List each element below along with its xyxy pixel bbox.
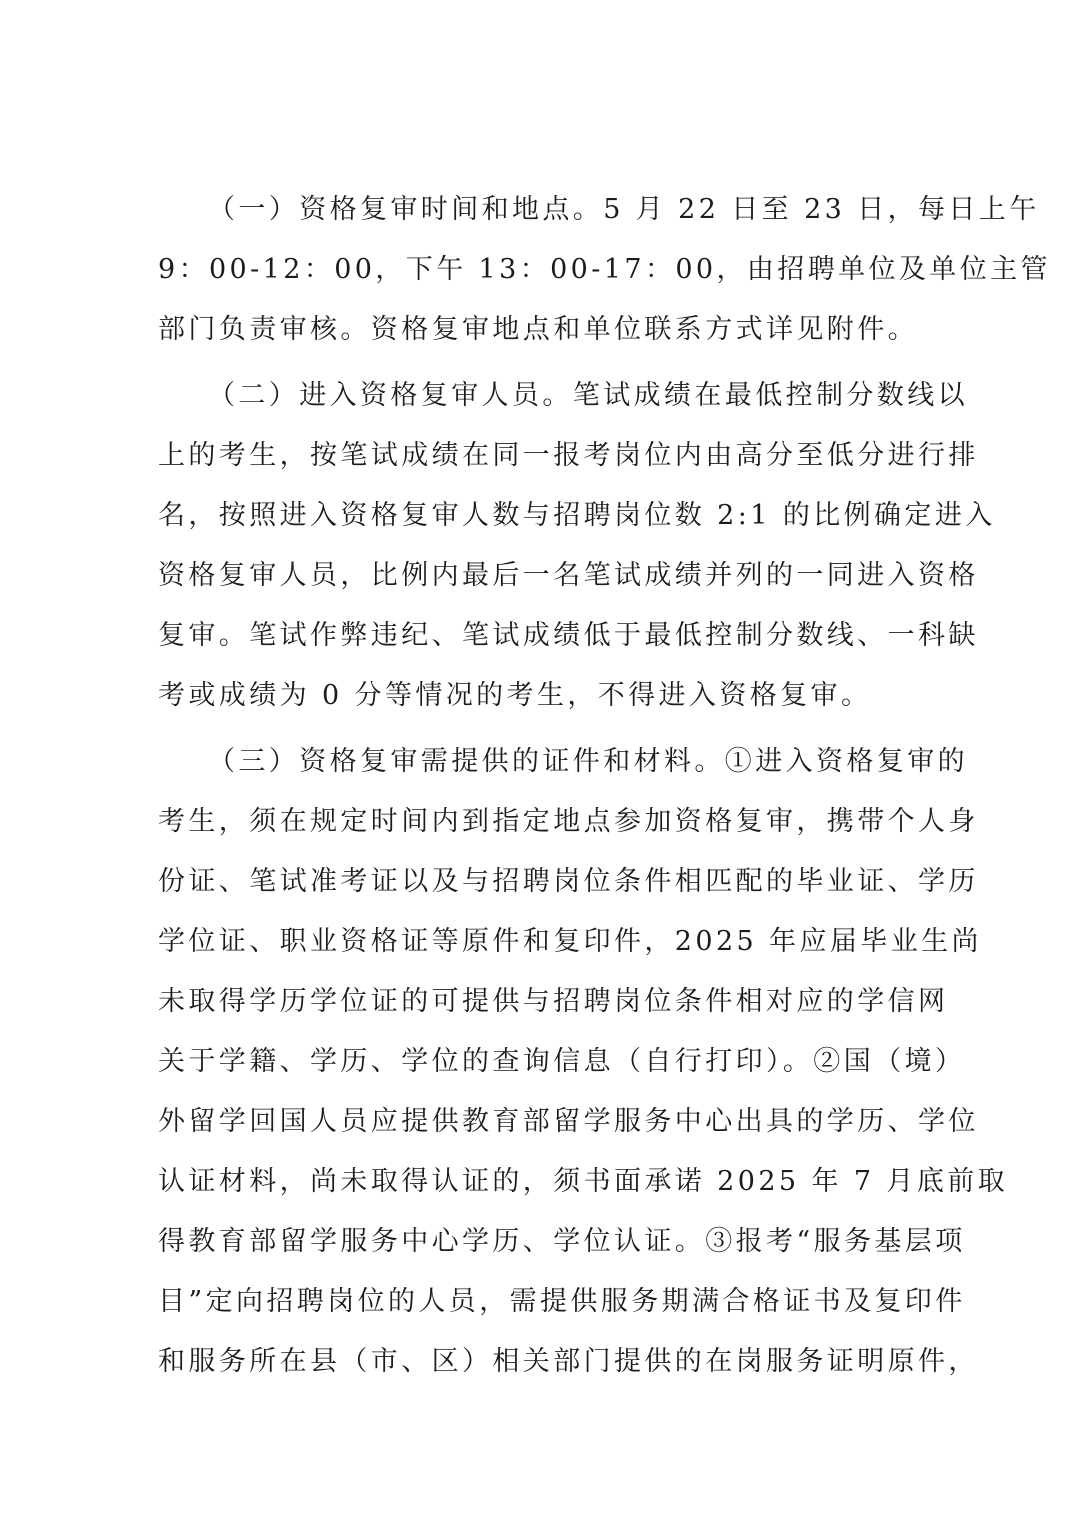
paragraph-line: 考生，须在规定时间内到指定地点参加资格复审，携带个人身 <box>158 806 979 837</box>
paragraph-line: 资格复审人员，比例内最后一名笔试成绩并列的一同进入资格 <box>158 560 979 591</box>
paragraph-line: （一）资格复审时间和地点。5 月 22 日至 23 日，每日上午 <box>208 194 1040 225</box>
paragraph-line: 考或成绩为 0 分等情况的考生，不得进入资格复审。 <box>158 680 872 711</box>
paragraph-required-documents <box>158 732 1009 1392</box>
paragraph-line: 关于学籍、学历、学位的查询信息（自行打印）。②国（境） <box>158 1046 966 1077</box>
paragraph-line: （三）资格复审需提供的证件和材料。①进入资格复审的 <box>208 746 968 777</box>
paragraph-line: 得教育部留学服务中心学历、学位认证。③报考“服务基层项 <box>158 1226 966 1257</box>
paragraph-line: 外留学回国人员应提供教育部留学服务中心出具的学历、学位 <box>158 1106 979 1137</box>
document-body <box>158 180 1051 1398</box>
paragraph-line: 复审。笔试作弊违纪、笔试成绩低于最低控制分数线、一科缺 <box>158 620 979 651</box>
paragraph-line: 部门负责审核。资格复审地点和单位联系方式详见附件。 <box>158 314 918 345</box>
paragraph-review-time-location <box>158 180 1051 360</box>
paragraph-line: 名，按照进入资格复审人数与招聘岗位数 2:1 的比例确定进入 <box>158 500 996 531</box>
paragraph-line: 上的考生，按笔试成绩在同一报考岗位内由高分至低分进行排 <box>158 440 979 471</box>
paragraph-line: 和服务所在县（市、区）相关部门提供的在岗服务证明原件， <box>158 1346 979 1377</box>
paragraph-line: 未取得学历学位证的可提供与招聘岗位条件相对应的学信网 <box>158 986 949 1017</box>
paragraph-line: 认证材料，尚未取得认证的，须书面承诺 2025 年 7 月底前取 <box>158 1166 1009 1197</box>
paragraph-line: 学位证、职业资格证等原件和复印件，2025 年应届毕业生尚 <box>158 926 982 957</box>
paragraph-review-candidates <box>158 366 996 726</box>
paragraph-line: （二）进入资格复审人员。笔试成绩在最低控制分数线以 <box>208 380 968 411</box>
paragraph-line: 9：00-12：00，下午 13：00-17：00，由招聘单位及单位主管 <box>158 254 1051 285</box>
paragraph-line: 份证、笔试准考证以及与招聘岗位条件相匹配的毕业证、学历 <box>158 866 979 897</box>
paragraph-line: 目”定向招聘岗位的人员，需提供服务期满合格证书及复印件 <box>158 1286 966 1317</box>
